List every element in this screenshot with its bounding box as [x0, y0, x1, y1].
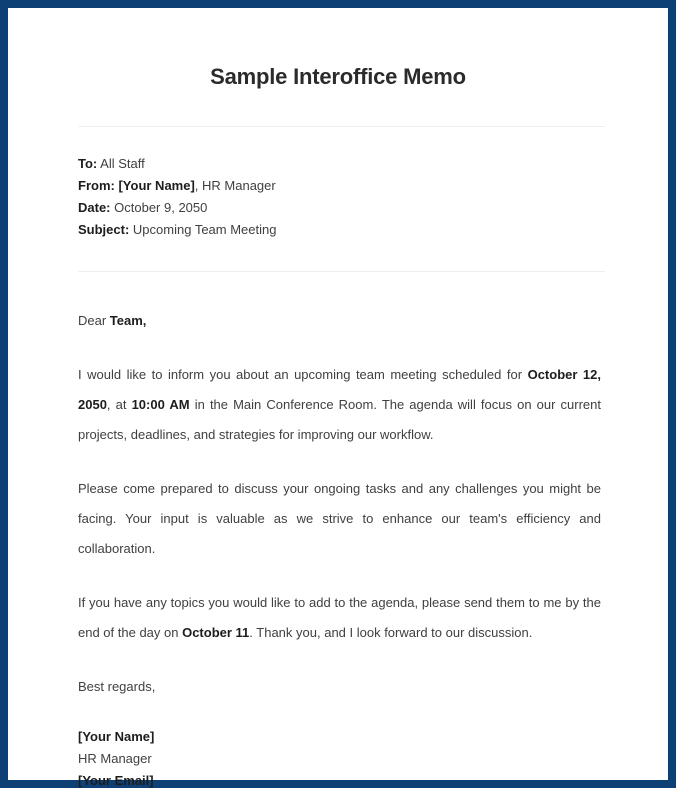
closing-line: Best regards, [78, 679, 156, 695]
divider-middle [78, 271, 605, 272]
page-title: Sample Interoffice Memo [210, 64, 466, 89]
paragraph-1-segment-2: , at [106, 397, 132, 413]
field-label-to: To: [78, 156, 98, 172]
signature-block [78, 726, 601, 792]
field-value-from [118, 178, 275, 193]
field-label-subject: Subject: [78, 222, 130, 238]
paragraph-3-segment-1: If you have any topics you would like to add to the agenda, please send them to me by the end of the day on [78, 595, 601, 641]
memo-page [8, 8, 668, 789]
paragraph-3-segment-2: . Thank you, and I look forward to our discussion. [249, 625, 533, 641]
memo-letter-body [78, 310, 601, 792]
field-value-date: October 9, 2050 [114, 200, 208, 216]
field-label-date: Date: [78, 200, 111, 216]
field-row-to [78, 153, 601, 175]
field-value-from-name: [Your Name] [118, 178, 195, 194]
signature-email: [Your Email] [78, 773, 154, 789]
salutation-prefix: Dear [78, 313, 110, 329]
paragraph-1-bold-time: 10:00 AM [131, 397, 190, 413]
paragraph-1-segment-1: I would like to inform you about an upcoming team meeting scheduled for [78, 367, 528, 383]
field-value-from-role: , HR Manager [194, 178, 276, 194]
memo-header-fields [78, 153, 601, 241]
paragraph-1-bold-date: October 12, 2050 [78, 367, 602, 413]
signature-role: HR Manager [78, 751, 152, 767]
salutation-recipient: Team, [109, 313, 147, 329]
field-row-subject [78, 219, 601, 241]
body-paragraph-2: Please come prepared to discuss your ongoing tasks and any challenges you might be facing. Your input is valuable as we strive to enhance our team's efficiency and collaboration. [78, 481, 601, 557]
paragraph-1-segment-3: in the Main Conference Room. The agenda will focus on our current projects, deadlines, and strategies for improving our workflow. [78, 397, 601, 443]
signature-name: [Your Name] [78, 729, 155, 745]
body-paragraph-3 [78, 588, 601, 648]
field-value-subject: Upcoming Team Meeting [132, 222, 277, 238]
divider-top [78, 126, 605, 127]
field-row-from [78, 175, 601, 197]
memo-body [78, 153, 601, 241]
paragraph-3-bold-date: October 11 [182, 625, 250, 641]
salutation [78, 310, 601, 332]
body-paragraph-1 [78, 360, 601, 450]
field-value-to: All Staff [100, 156, 145, 172]
field-label-from: From: [78, 178, 115, 194]
field-row-date [78, 197, 601, 219]
